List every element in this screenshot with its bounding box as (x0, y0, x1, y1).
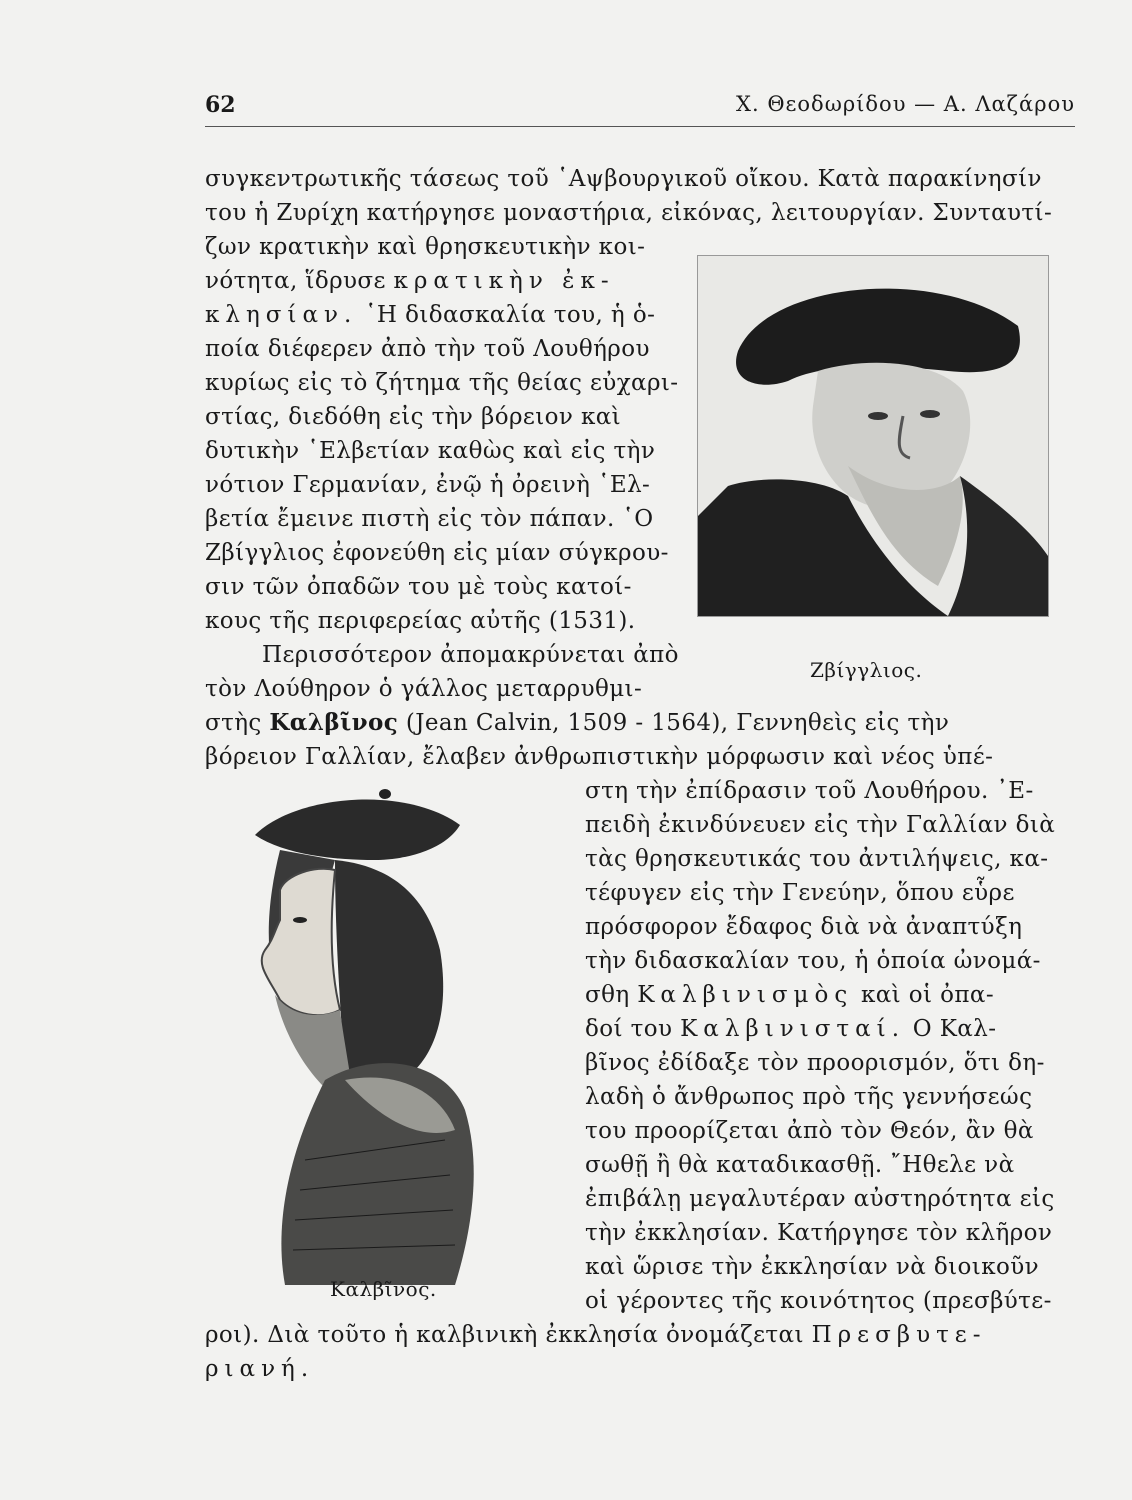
text-line: τὴν διδασκαλίαν του, ἡ ὁποία ὠνομά- (585, 948, 1041, 974)
text-line: ποία διέφερεν ἀπὸ τὴν τοῦ Λουθήρου (205, 336, 650, 362)
text-span: στὴς (205, 710, 262, 736)
text-span: σθη (585, 982, 630, 1008)
text-line: σωθῇ ἢ θὰ καταδικασθῇ. ῎Ηθελε νὰ (585, 1152, 1015, 1178)
text-line: πειδὴ ἐκινδύνευεν εἰς τὴν Γαλλίαν διὰ (585, 812, 1056, 838)
text-line: βόρειον Γαλλίαν, ἔλαβεν ἀνθρωπιστικὴν μόρφωσιν καὶ νέος ὑπέ- (205, 744, 994, 770)
zwingli-portrait (697, 255, 1049, 617)
text-line: του ἡ Ζυρίχη κατήργησε μοναστήρια, εἰκόνας, λειτουργίαν. Συνταυτί- (205, 200, 1053, 226)
text-line: ζων κρατικὴν καὶ θρησκευτικὴν κοι- (205, 234, 646, 260)
page-header (205, 92, 1075, 126)
text-line: κους τῆς περιφερείας αὐτῆς (1531). (205, 608, 636, 634)
text-line: τὴν ἐκκλησίαν. Κατήργησε τὸν κλῆρον (585, 1220, 1053, 1246)
text-line: βετία ἔμεινε πιστὴ εἰς τὸν πάπαν. ῾Ο (205, 506, 654, 532)
text-line (205, 264, 615, 298)
text-line (205, 298, 655, 332)
portrait-engraving-icon (698, 256, 1048, 616)
text-line: οἱ γέροντες τῆς κοινότητος (πρεσβύτε- (585, 1288, 1052, 1314)
header-rule (205, 126, 1075, 127)
text-line: ἐπιβάλῃ μεγαλυτέραν αὐστηρότητα εἰς (585, 1186, 1055, 1212)
text-line: τὸν Λούθηρον ὁ γάλλος μεταρρυθμι- (205, 676, 643, 702)
text-span: Ο Καλ- (912, 1016, 997, 1042)
text-line: Περισσότερον ἀπομακρύνεται ἀπὸ (262, 642, 679, 668)
calvin-portrait (225, 780, 485, 1285)
text-line (585, 1012, 996, 1046)
text-line (585, 978, 994, 1012)
text-line: λαδὴ ὁ ἄνθρωπος πρὸ τῆς γεννήσεώς (585, 1084, 1033, 1110)
text-line: πρόσφορον ἔδαφος διὰ νὰ ἀναπτύξη (585, 914, 1023, 940)
emphasis-span: κρατικὴν ἐκ- (393, 268, 615, 294)
text-span: (Jean Calvin, 1509 - 1564), Γεννηθεὶς εἰς τὴν (405, 710, 950, 736)
text-line: στη τὴν ἐπίδρασιν τοῦ Λουθήρου. ᾿Ε- (585, 778, 1034, 804)
text-line: Ζβίγγλιος ἐφονεύθη εἰς μίαν σύγκρου- (205, 540, 669, 566)
text-line: κυρίως εἰς τὸ ζήτημα τῆς θείας εὐχαρι- (205, 370, 679, 396)
text-span: δοί του (585, 1016, 673, 1042)
emphasis-name: Καλβῖνος (269, 709, 399, 736)
text-span: καὶ οἱ ὀπα- (860, 982, 995, 1008)
text-span: ῾Η διδασκαλία του, ἡ ὁ- (365, 302, 656, 328)
text-line: τέφυγεν εἰς τὴν Γενεύην, ὅπου εὗρε (585, 880, 1015, 906)
text-line (205, 1318, 986, 1352)
text-line: δυτικὴν ῾Ελβετίαν καθὼς καὶ εἰς τὴν (205, 438, 656, 464)
calvin-caption: Καλβῖνος. (330, 1277, 437, 1301)
text-line: σιν τῶν ὀπαδῶν του μὲ τοὺς κατοί- (205, 574, 632, 600)
text-span: ροι). Διὰ τοῦτο ἡ καλβινικὴ ἐκκλησία ὀνομάζεται (205, 1322, 804, 1348)
text-line: του προορίζεται ἀπὸ τὸν Θεόν, ἂν θὰ (585, 1118, 1034, 1144)
emphasis-span: Πρεσβυτε- (811, 1322, 987, 1348)
text-line: συγκεντρωτικῆς τάσεως τοῦ ῾Αψβουργικοῦ οἴκου. Κατὰ παρακίνησίν (205, 166, 1042, 192)
text-line: στίας, διεδόθη εἰς τὴν βόρειον καὶ (205, 404, 622, 430)
portrait-engraving-icon (225, 780, 485, 1285)
text-line: τὰς θρησκευτικάς του ἀντιλήψεις, κα- (585, 846, 1049, 872)
emphasis-span: Καλβινισταί. (680, 1016, 906, 1042)
zwingli-caption: Ζβίγγλιος. (810, 658, 923, 682)
emphasis-span: Καλβινισμὸς (637, 982, 854, 1008)
text-span: νότητα, ἵδρυσε (205, 268, 386, 294)
text-line: ριανή. (205, 1356, 315, 1382)
text-line: βῖνος ἐδίδαξε τὸν προορισμόν, ὅτι δη- (585, 1050, 1045, 1076)
text-line (205, 706, 949, 740)
emphasis-span: κλησίαν. (205, 302, 358, 328)
running-head: Χ. Θεοδωρίδου — Α. Λαζάρου (736, 92, 1075, 116)
text-line: νότιον Γερμανίαν, ἐνῷ ἡ ὀρεινὴ ῾Ελ- (205, 472, 651, 498)
text-line: καὶ ὥρισε τὴν ἐκκλησίαν νὰ διοικοῦν (585, 1254, 1039, 1280)
page-number: 62 (205, 92, 236, 118)
